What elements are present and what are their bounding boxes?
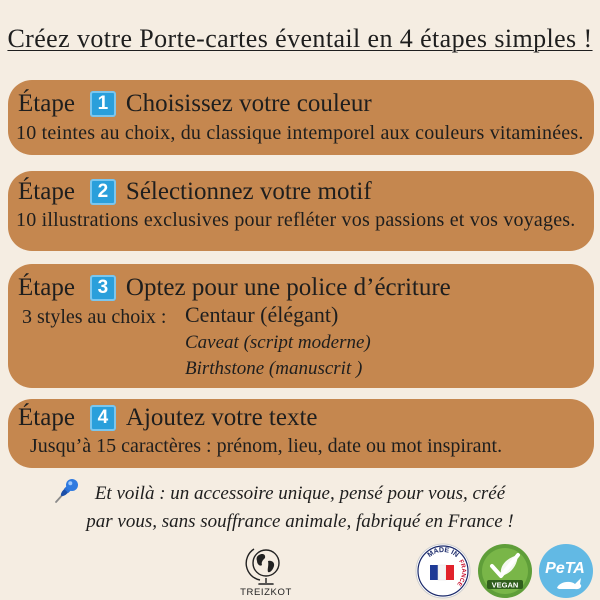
step-label: Étape bbox=[18, 274, 75, 301]
badge-side-text: FRANCE bbox=[455, 559, 467, 587]
step-2-header bbox=[18, 178, 372, 206]
step-heading: Sélectionnez votre motif bbox=[125, 178, 372, 205]
step-description: Jusqu’à 15 caractères : prénom, lieu, date ou mot inspirant. bbox=[30, 435, 503, 457]
font-option-birthstone: Birthstone (manuscrit ) bbox=[185, 358, 363, 379]
badge-top-text: MADE IN bbox=[426, 546, 460, 559]
step-4-card bbox=[8, 399, 594, 468]
step-heading: Optez pour une police d’écriture bbox=[125, 274, 451, 301]
step-label: Étape bbox=[18, 404, 75, 431]
step-number-badge: 2 bbox=[90, 179, 116, 205]
page-title: Créez votre Porte-cartes éventail en 4 étapes simples ! bbox=[7, 24, 593, 53]
step-label: Étape bbox=[18, 178, 75, 205]
step-number-badge: 1 bbox=[90, 91, 116, 117]
step-1-card bbox=[8, 80, 594, 155]
brand-name: TREIZKOT bbox=[240, 587, 292, 598]
font-option-caveat: Caveat (script moderne) bbox=[185, 332, 371, 353]
font-option-centaur: Centaur (élégant) bbox=[185, 302, 339, 327]
step-4-header bbox=[18, 404, 318, 432]
step-1-header bbox=[18, 90, 372, 118]
closing-line-2: par vous, sans souffrance animale, fabriqué en France ! bbox=[86, 511, 514, 532]
step-3-header bbox=[18, 274, 451, 302]
step-heading: Ajoutez votre texte bbox=[125, 404, 318, 431]
step-3-card bbox=[8, 264, 594, 388]
step-description: 10 illustrations exclusives pour refléter vos passions et vos voyages. bbox=[16, 209, 576, 231]
made-in-france-badge-icon bbox=[415, 543, 471, 599]
peta-rabbit-icon bbox=[538, 543, 594, 599]
step-label: Étape bbox=[18, 90, 75, 117]
closing-line-1: Et voilà : un accessoire unique, pensé pour vous, créé bbox=[94, 483, 506, 504]
step-number-badge: 3 bbox=[90, 275, 116, 301]
badge-text: PeTA bbox=[545, 560, 585, 577]
font-options-intro: 3 styles au choix : bbox=[22, 306, 167, 328]
step-heading: Choisissez votre couleur bbox=[125, 90, 372, 117]
vegan-leaf-check-icon bbox=[477, 543, 533, 599]
badge-text: VEGAN bbox=[491, 580, 519, 590]
step-description: 10 teintes au choix, du classique intemporel aux couleurs vitaminées. bbox=[16, 122, 584, 144]
globe-logo-icon bbox=[235, 543, 297, 587]
step-number-badge: 4 bbox=[90, 405, 116, 431]
step-2-card bbox=[8, 171, 594, 251]
brand-logo bbox=[235, 543, 297, 599]
